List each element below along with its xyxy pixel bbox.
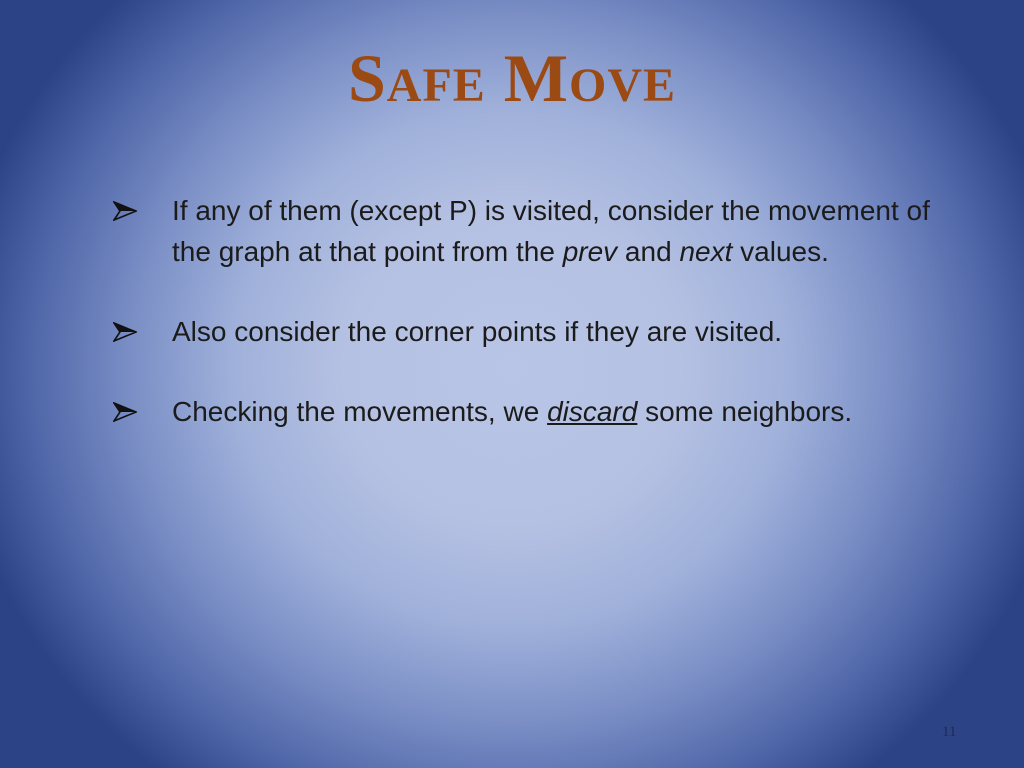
bullet-list	[113, 190, 933, 471]
slide-title: Safe Move	[347, 40, 676, 116]
slide-number: 11	[942, 724, 957, 740]
arrowhead-bullet-icon	[113, 322, 137, 342]
bullet-text-3: Checking the movements, we discard some neighbors.	[172, 396, 853, 427]
bullet-text-1: If any of them (except P) is visited, consider the movement of the graph at that point from the prev and next values.	[172, 195, 930, 267]
arrowhead-bullet-icon	[113, 402, 137, 422]
next-term: next	[679, 236, 733, 267]
bullet-item-2	[113, 311, 933, 352]
discard-term: discard	[547, 396, 638, 427]
arrowhead-bullet-icon	[113, 201, 137, 221]
prev-term: prev	[562, 236, 618, 267]
bullet-text-2: Also consider the corner points if they are visited.	[172, 316, 783, 347]
bullet-item-1	[113, 190, 933, 272]
bullet-item-3	[113, 391, 933, 432]
